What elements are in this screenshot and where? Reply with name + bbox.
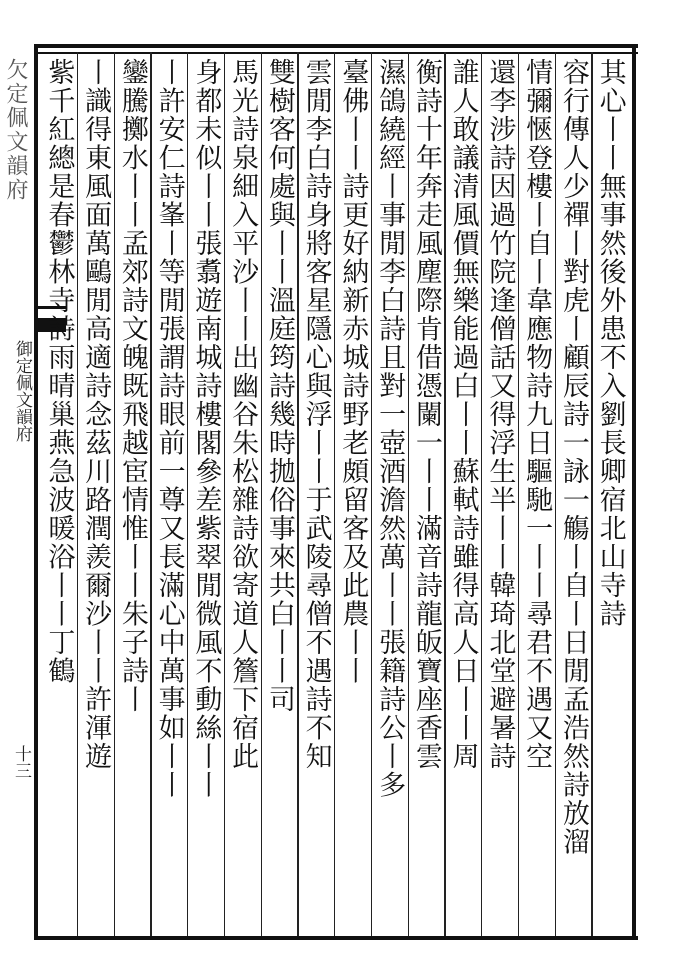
text-column: 丨許安仁詩峯丨等閒張謂詩眼前一尊又長滿心中萬事如丨丨 [153, 58, 185, 799]
frame-top-rule [34, 44, 638, 48]
text-column: 誰人敢議清風價無樂能過白丨丨蘇軾詩雖得高人日丨丨周 [447, 58, 479, 771]
frame-left-rule [34, 44, 38, 940]
column-rule [334, 52, 335, 936]
text-column: 馬光詩泉細入平沙丨丨出幽谷朱松雜詩欲寄道人簷下宿此 [227, 58, 259, 771]
text-column: 衡詩十年奔走風塵際肯借憑闌一丨丨滿音詩龍皈寶座香雲 [410, 58, 442, 771]
column-rule [224, 52, 225, 936]
text-column: 紫千紅總是春鬱林寺詩雨晴巢燕急波暖浴丨丨丁鶴 [43, 58, 75, 685]
text-column: 丨識得東風面萬鷗閒高適詩念茲川路潤羨爾沙丨丨許渾遊 [80, 58, 112, 771]
column-rule [187, 52, 188, 936]
column-rule [371, 52, 372, 936]
column-rule [114, 52, 115, 936]
column-rule [77, 52, 78, 936]
column-rule [481, 52, 482, 936]
text-column: 其心丨丨無事然後外患不入劉長卿宿北山寺詩 [594, 58, 626, 628]
text-column: 濕鴿繞經丨事閒李白詩且對一壺酒澹然萬丨丨張籍詩公丨多 [374, 58, 406, 799]
column-rule [518, 52, 519, 936]
text-column: 鑾騰擲水丨丨孟郊詩文魄既飛越宦情惟丨丨朱子詩丨 [116, 58, 148, 714]
frame-right-rule [632, 44, 636, 940]
frame-bottom-rule [34, 936, 638, 940]
text-column: 雲閒李白詩身將客星隱心與浮丨丨于武陵尋僧不遇詩不知 [300, 58, 332, 771]
book-title: 御定佩文韻府 [12, 340, 32, 442]
column-rule [261, 52, 262, 936]
text-column: 情彌愜登樓丨自丨韋應物詩九日驅馳一丨丨尋君不遇又空 [521, 58, 553, 771]
text-column: 容行傳人少禪丨對虎丨顧辰詩一詠一觴丨自丨日閒孟浩然詩放溜 [557, 58, 589, 856]
text-column: 還李涉詩因過竹院逢僧話又得浮生半丨丨韓琦北堂避暑詩 [484, 58, 516, 771]
page-number: 十三 [11, 745, 31, 779]
text-column: 雙樹客何處與丨丨溫庭筠詩幾時拋俗事來共白丨丨司 [263, 58, 295, 714]
column-rule [555, 52, 556, 936]
frame-top-inner-rule [34, 52, 638, 54]
column-rule [591, 52, 592, 936]
column-rule [408, 52, 409, 936]
column-rule [297, 52, 298, 936]
text-column: 身都未似丨丨張翥遊南城詩樓閣參差紫翠閒微風不動絲丨丨 [190, 58, 222, 799]
column-rule [150, 52, 151, 936]
text-column: 臺佛丨丨詩更好納新赤城詩野老頗留客及此農丨丨 [337, 58, 369, 685]
column-rule [444, 52, 445, 936]
margin-running-text: 欠定佩文韻府 [3, 58, 28, 202]
